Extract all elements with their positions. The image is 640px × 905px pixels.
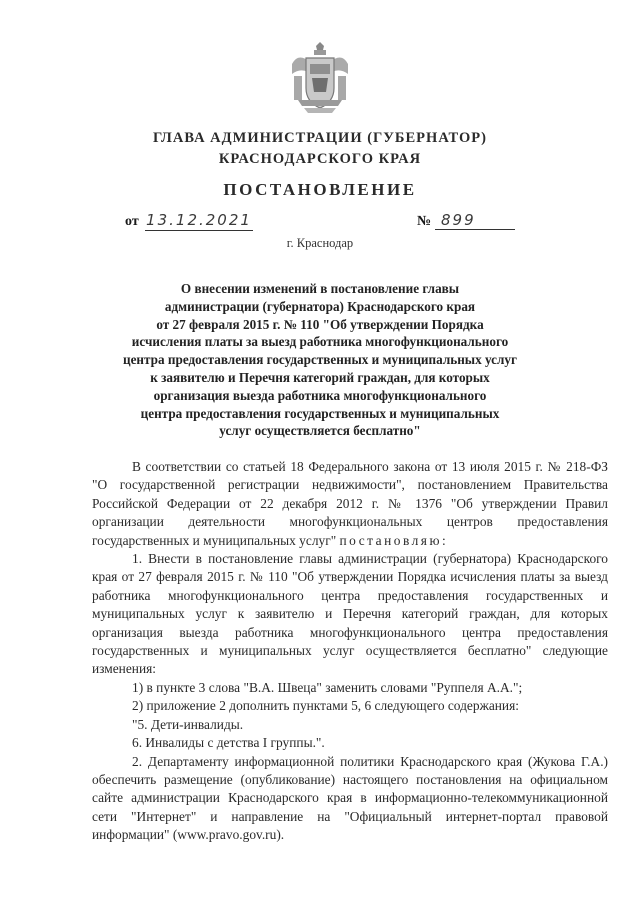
document-type: ПОСТАНОВЛЕНИЕ: [223, 180, 417, 199]
title-line: к заявителю и Перечня категорий граждан, для которых: [150, 369, 490, 385]
title-line: услуг осуществляется бесплатно": [219, 423, 421, 439]
title-line: исчисления платы за выезд работника многофункционального: [131, 334, 509, 350]
title-line: центра предоставления государственных и муниципальных услуг: [122, 352, 518, 368]
item-1-subitem-2-point-6: 6. Инвалиды с детства I группы.".: [132, 735, 325, 751]
authority-line-2: КРАСНОДАРСКОГО КРАЯ: [218, 151, 422, 167]
date-prefix: от: [125, 214, 139, 229]
item-1-subitem-2-point-5: "5. Дети-инвалиды.: [132, 716, 244, 732]
document-number: 899: [435, 210, 515, 230]
title-line: О внесении изменений в постановление главы: [180, 281, 460, 296]
coat-of-arms-emblem: [288, 42, 352, 114]
date-number-row: [125, 210, 525, 234]
resolve-word: постановляю:: [339, 532, 449, 548]
authority-line-1: ГЛАВА АДМИНИСТРАЦИИ (ГУБЕРНАТОР): [153, 130, 487, 146]
issuing-authority: [60, 128, 580, 170]
title-line: администрации (губернатора) Краснодарского края: [164, 298, 476, 314]
document-body: [92, 458, 608, 845]
title-line: организация выезда работника многофункционального: [153, 387, 487, 403]
item-2: 2. Департаменту информационной политики Краснодарского края (Жукова Г.А.) обеспечить размещение (опубликование) настоящего постановления на официальном сайте администрации Краснодарского края в информационно-телекоммуникационной сети "Интернет" и направление на "Официальный интернет-портал правовой информации" (www.pravo.gov.ru).: [92, 753, 608, 843]
item-1-subitem-1: 1) в пункте 3 слова "В.А. Швеца" заменить словами "Руппеля А.А.";: [132, 679, 523, 695]
preamble-text: В соответствии со статьей 18 Федерального закона от 13 июля 2015 г. № 218-ФЗ "О государственной регистрации недвижимости", постановлением Правительства Российской Федерации от 22 декабря 2012 г. № 1376 "Об утверждении Правил организации деятельности многофункциональных центров предоставления государственных и муниципальных услуг": [92, 459, 608, 548]
number-prefix: №: [417, 214, 432, 229]
document-date: 13.12.2021: [146, 211, 252, 229]
item-1-subitem-2: 2) приложение 2 дополнить пунктами 5, 6 следующего содержания:: [132, 698, 519, 714]
document-title: [108, 280, 532, 440]
title-line: от 27 февраля 2015 г. № 110 "Об утверждении Порядка: [156, 316, 484, 332]
title-line: центра предоставления государственных и муниципальных: [140, 405, 500, 421]
preamble-paragraph: [92, 458, 608, 550]
item-1: 1. Внести в постановление главы администрации (губернатора) Краснодарского края от 27 февраля 2015 г. № 110 "Об утверждении Порядка исчисления платы за выезд работника многофункционального центра предоставления государственных и муниципальных услуг к заявителю и Перечня категорий граждан, для которых организация выезда работника многофункционального центра предоставления государственных и муниципальных услуг осуществляется бесплатно" следующие изменения:: [92, 551, 608, 677]
city: г. Краснодар: [286, 236, 354, 250]
